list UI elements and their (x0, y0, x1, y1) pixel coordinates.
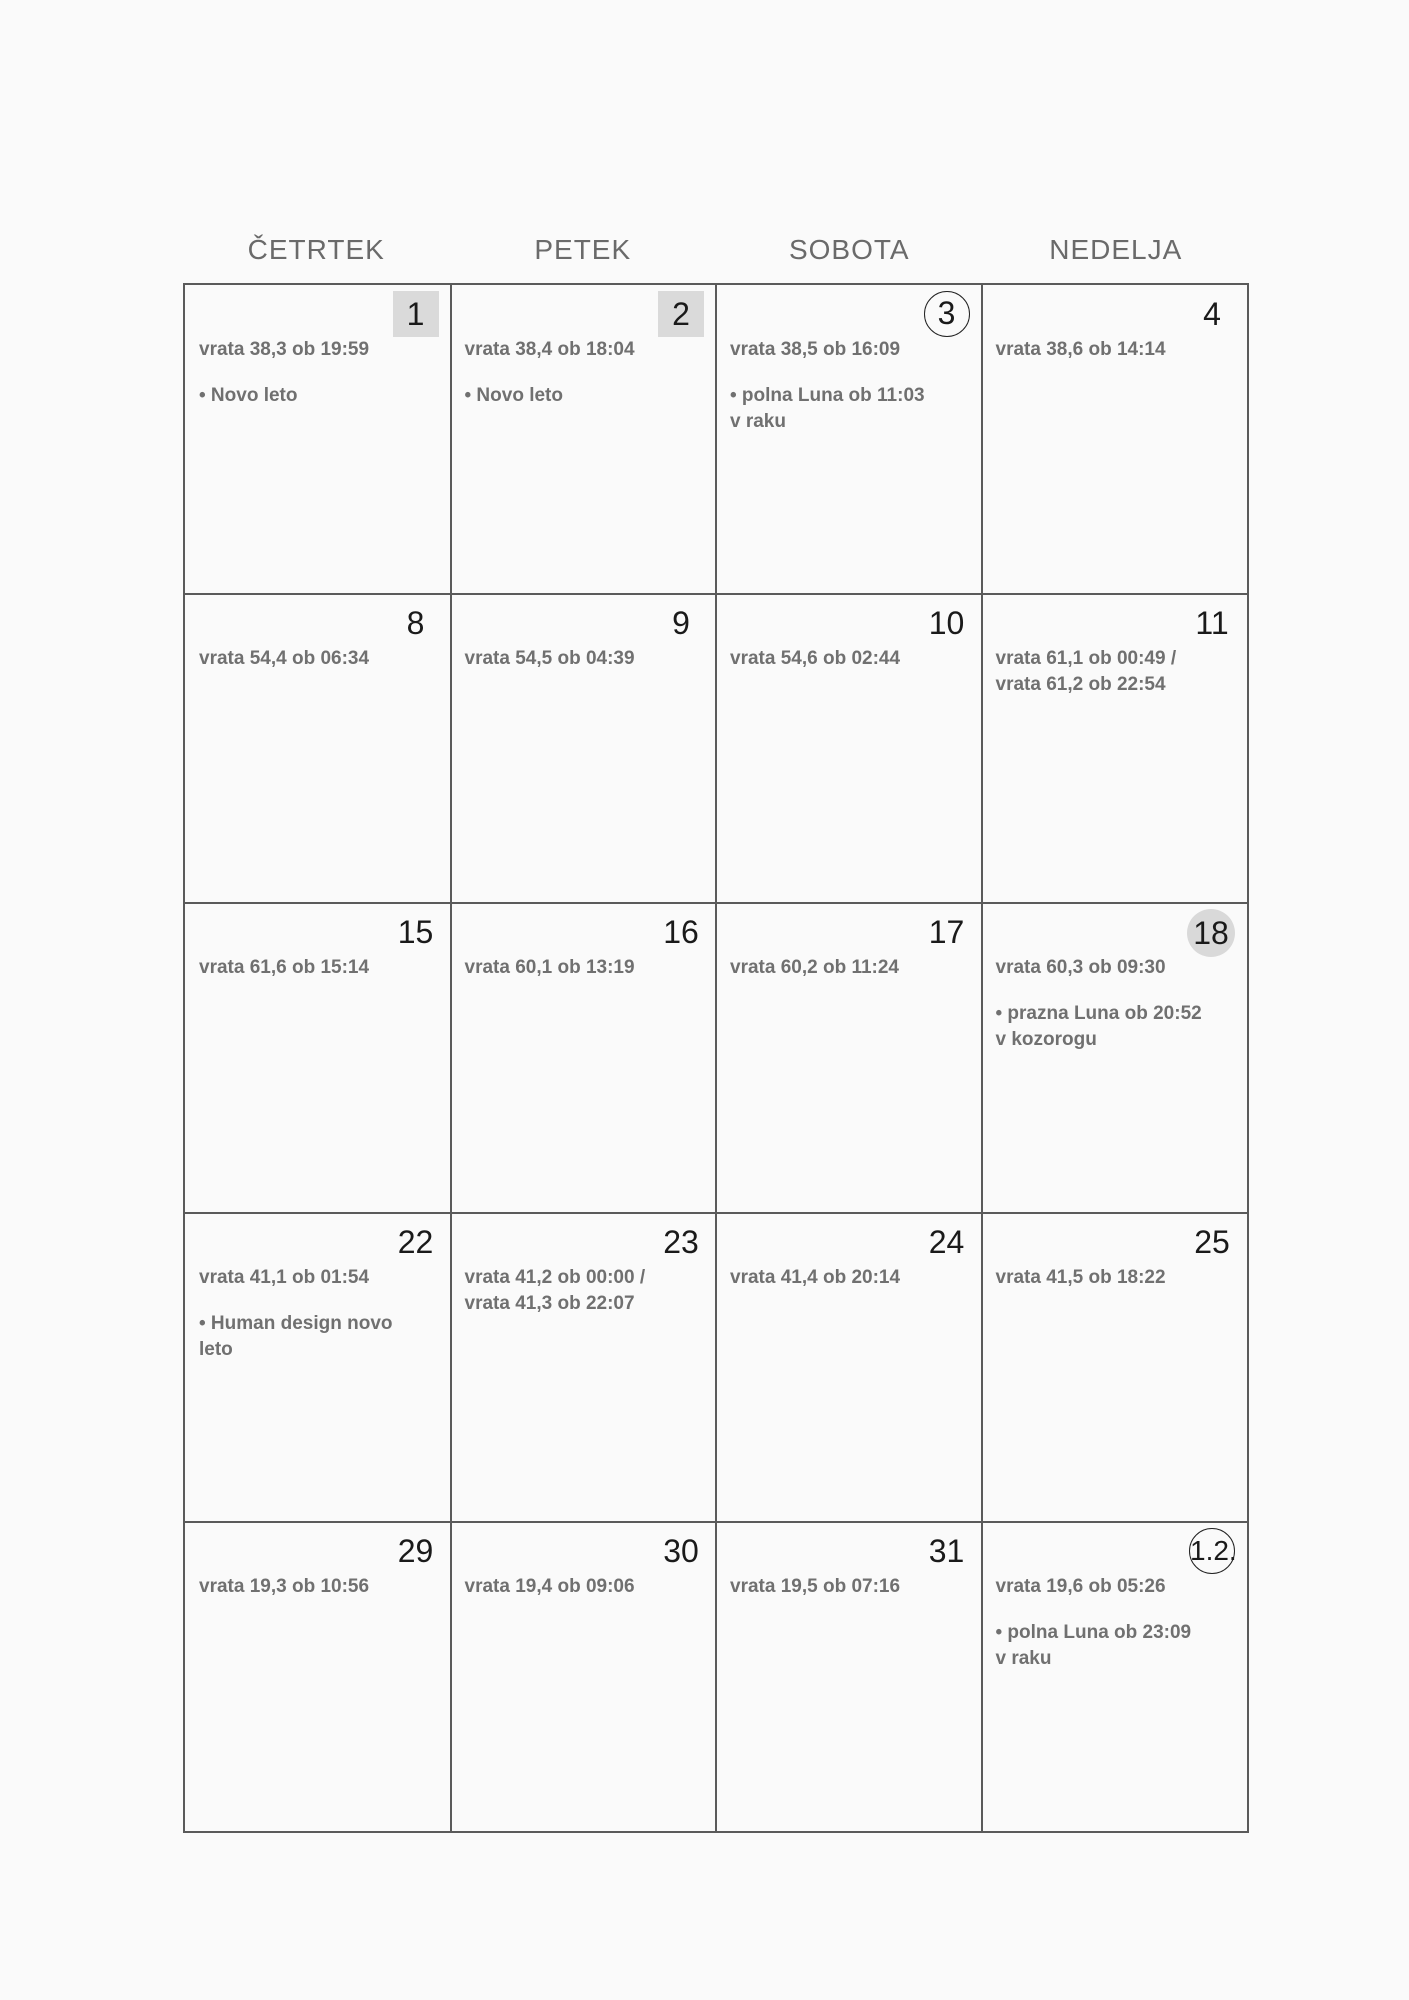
day-number: 10 (928, 605, 965, 642)
gate-text: vrata 54,6 ob 02:44 (730, 648, 901, 670)
day-number: 22 (397, 1223, 434, 1260)
gate-text: vrata 19,3 ob 10:56 (199, 1575, 370, 1597)
day-cell-sunday[interactable] (982, 594, 1248, 903)
day-cell-sunday[interactable] (982, 903, 1248, 1212)
gate-text: vrata 41,5 ob 18:22 (995, 1266, 1166, 1288)
day-cell-thursday[interactable] (185, 1213, 451, 1522)
gate-text: vrata 41,1 ob 01:54 (199, 1266, 370, 1288)
calendar-grid (183, 283, 1249, 1833)
day-cell-thursday[interactable] (185, 285, 451, 594)
weekday-thursday: ČETRTEK (247, 234, 385, 265)
day-cell-friday[interactable] (451, 1213, 717, 1522)
gate-text: vrata 54,4 ob 06:34 (199, 648, 370, 670)
day-cell-saturday[interactable] (716, 1522, 982, 1831)
gate-text: vrata 38,5 ob 16:09 (730, 339, 901, 360)
day-number: 17 (928, 914, 965, 951)
weekday-saturday: SOBOTA (788, 234, 910, 265)
day-cell-saturday[interactable] (716, 1213, 982, 1522)
day-cell-thursday[interactable] (185, 1522, 451, 1831)
weekday-friday: PETEK (534, 234, 632, 265)
day-cell-friday[interactable] (451, 1522, 717, 1831)
gate-text: vrata 61,6 ob 15:14 (199, 957, 370, 979)
day-number: 29 (397, 1532, 434, 1569)
day-number: 16 (663, 914, 699, 951)
weekday-header-row (183, 228, 1249, 272)
day-number: 25 (1194, 1223, 1230, 1260)
gate-text: vrata 19,5 ob 07:16 (730, 1575, 901, 1597)
day-cell-saturday[interactable] (716, 285, 982, 594)
gate-text: vrata 38,4 ob 18:04 (464, 339, 635, 360)
day-cell-friday[interactable] (451, 285, 717, 594)
event-text: • prazna Luna ob 20:52 v kozorogu (995, 1003, 1202, 1051)
day-cell-thursday[interactable] (185, 903, 451, 1212)
column-divider (715, 285, 717, 1831)
day-number: 8 (406, 605, 425, 642)
day-cell-sunday[interactable] (982, 1213, 1248, 1522)
gate-text: vrata 60,2 ob 11:24 (730, 957, 899, 979)
gate-text: vrata 41,4 ob 20:14 (730, 1266, 901, 1288)
event-text: • polna Luna ob 23:09 v raku (995, 1621, 1192, 1669)
gate-text: vrata 41,2 ob 00:00 / vrata 41,3 ob 22:07 (464, 1266, 646, 1314)
day-cell-thursday[interactable] (185, 594, 451, 903)
weekday-sunday: NEDELJA (1049, 234, 1183, 265)
gate-text: vrata 60,1 ob 13:19 (464, 957, 635, 979)
day-number: 9 (672, 605, 690, 642)
event-text: • Human design novo leto (199, 1312, 393, 1360)
day-number: 1.2. (1189, 1528, 1235, 1574)
day-cell-sunday[interactable] (982, 1522, 1248, 1831)
gate-text: vrata 19,6 ob 05:26 (995, 1575, 1166, 1597)
gate-text: vrata 61,1 ob 00:49 / vrata 61,2 ob 22:54 (995, 648, 1177, 696)
gate-text: vrata 60,3 ob 09:30 (995, 957, 1166, 979)
day-cell-friday[interactable] (451, 903, 717, 1212)
column-divider (450, 285, 452, 1831)
gate-text: vrata 54,5 ob 04:39 (464, 648, 635, 670)
event-text: • Novo leto (464, 385, 563, 406)
day-cell-sunday[interactable] (982, 285, 1248, 594)
day-number: 30 (663, 1532, 699, 1569)
day-cell-friday[interactable] (451, 594, 717, 903)
event-text: • polna Luna ob 11:03 v raku (730, 385, 925, 432)
event-text: • Novo leto (199, 385, 298, 406)
day-number: 11 (1195, 605, 1229, 642)
day-number: 31 (928, 1532, 965, 1569)
day-number: 23 (663, 1223, 699, 1260)
gate-text: vrata 19,4 ob 09:06 (464, 1575, 635, 1597)
gate-text: vrata 38,3 ob 19:59 (199, 339, 370, 360)
day-cell-saturday[interactable] (716, 594, 982, 903)
day-cell-saturday[interactable] (716, 903, 982, 1212)
column-divider (981, 285, 983, 1831)
day-number: 18 (1187, 909, 1235, 957)
day-number: 3 (924, 291, 970, 337)
day-number: 1 (393, 291, 439, 337)
gate-text: vrata 38,6 ob 14:14 (995, 339, 1166, 360)
day-number: 24 (928, 1223, 965, 1260)
day-number: 15 (397, 914, 434, 951)
day-number: 4 (1203, 296, 1221, 332)
day-number: 2 (658, 291, 704, 337)
